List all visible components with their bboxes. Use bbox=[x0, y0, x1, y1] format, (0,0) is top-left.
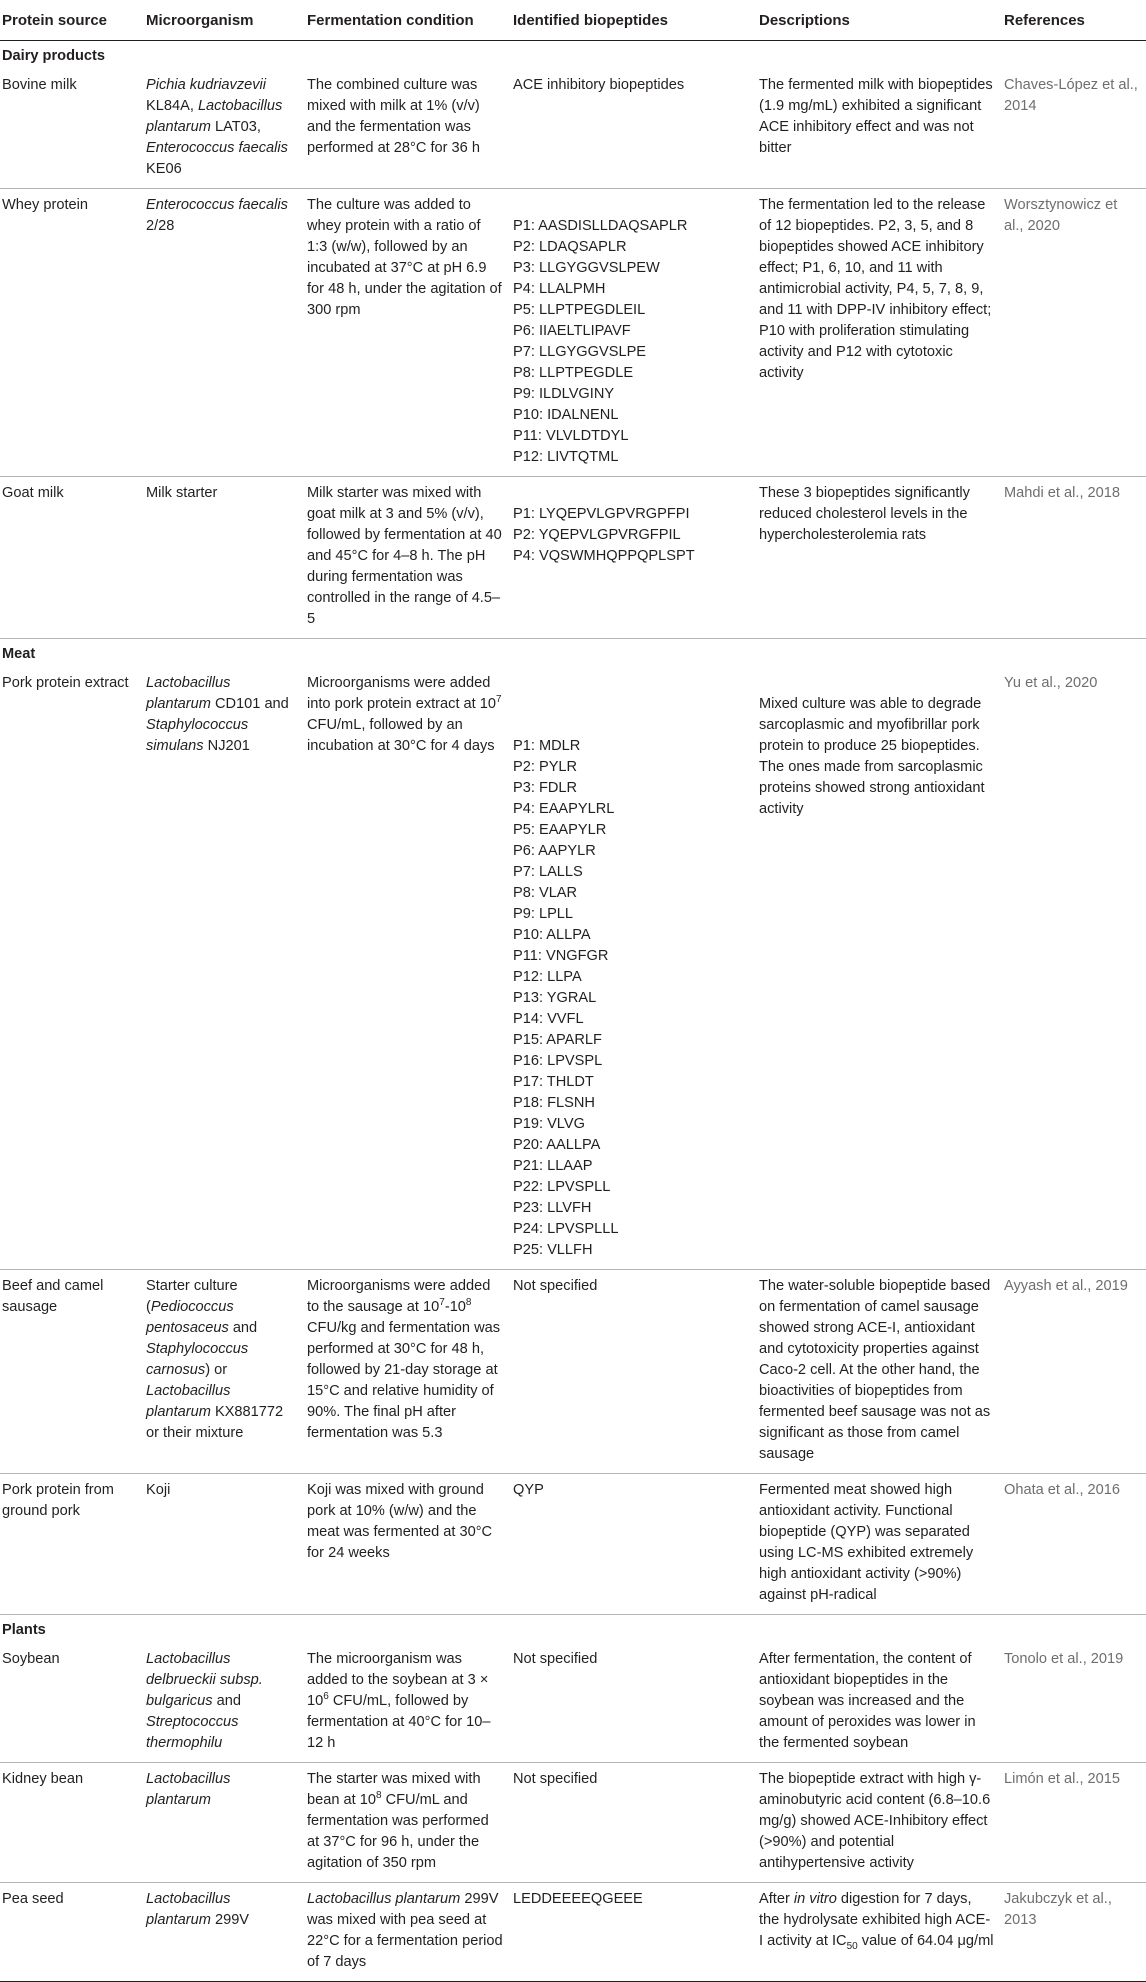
cell-source: Whey protein bbox=[0, 189, 144, 477]
cell-source: Kidney bean bbox=[0, 1763, 144, 1883]
species-name: Enterococcus faecalis bbox=[146, 197, 288, 213]
description-text: After bbox=[759, 1891, 794, 1907]
table-row-beef-camel-sausage bbox=[0, 1270, 1146, 1474]
condition-text: The starter was mixed with bean at 10 bbox=[307, 1771, 481, 1808]
table-header-row bbox=[0, 0, 1146, 41]
cell-condition bbox=[305, 1883, 511, 1982]
exponent: 8 bbox=[375, 1790, 382, 1802]
peptide-item: P11: VLVLDTDYL bbox=[513, 428, 629, 444]
cell-peptides: LEDDEEEEQGEEE bbox=[511, 1883, 757, 1982]
header-fermentation-condition: Fermentation condition bbox=[305, 0, 511, 41]
table-row-bovine-milk bbox=[0, 69, 1146, 189]
peptide-item: P22: LPVSPLL bbox=[513, 1179, 611, 1195]
category-label: Plants bbox=[2, 1622, 46, 1638]
peptide-item: P15: APARLF bbox=[513, 1032, 602, 1048]
cell-reference: Worsztynowicz et al., 2020 bbox=[1002, 189, 1146, 477]
cell-description: The fermented milk with biopeptides (1.9 mg/mL) exhibited a significant ACE inhibitory effect and was not bitter bbox=[757, 69, 1002, 189]
peptide-item: P5: EAAPYLR bbox=[513, 822, 607, 838]
species-name: Pichia kudriavzevii bbox=[146, 77, 267, 93]
exponent: 6 bbox=[323, 1691, 329, 1703]
cell-peptides: Not specified bbox=[511, 1643, 757, 1763]
cell-microorganism bbox=[144, 189, 305, 477]
table-row-goat-milk bbox=[0, 477, 1146, 639]
cell-description: The fermentation led to the release of 12 biopeptides. P2, 3, 5, and 8 biopeptides showed ACE inhibitory effect; P1, 6, 10, and 11 with antimicrobial activity, P4, 5, 7, 8, 9, and 11 with DPP-IV inhibitory effect; P10 with proliferation stimulating activity and P12 with cytotoxic activity bbox=[757, 189, 1002, 477]
strain-text: and bbox=[228, 1320, 258, 1336]
peptide-item: P2: YQEPVLGPVRGFPIL bbox=[513, 527, 681, 543]
header-identified-biopeptides: Identified biopeptides bbox=[511, 0, 757, 41]
peptide-item: P10: ALLPA bbox=[513, 927, 591, 943]
species-name: Lactobacillus plantarum bbox=[146, 1891, 231, 1928]
description-text: value of 64.04 μg/ml bbox=[857, 1933, 994, 1949]
cell-peptides: QYP bbox=[511, 1474, 757, 1615]
peptide-item: P18: FLSNH bbox=[513, 1095, 595, 1111]
peptide-list bbox=[513, 216, 749, 468]
cell-source: Soybean bbox=[0, 1643, 144, 1763]
table-row-whey-protein bbox=[0, 189, 1146, 477]
peptide-item: P12: LLPA bbox=[513, 969, 582, 985]
cell-peptides: Not specified bbox=[511, 1270, 757, 1474]
condition-text: CFU/mL and fermentation was performed at 37°C for 96 h, under the agitation of 350 rpm bbox=[307, 1792, 489, 1871]
species-name: Enterococcus faecalis bbox=[146, 140, 288, 156]
cell-condition: Koji was mixed with ground pork at 10% (w/w) and the meat was fermented at 30°C for 24 weeks bbox=[305, 1474, 511, 1615]
cell-reference: Mahdi et al., 2018 bbox=[1002, 477, 1146, 639]
species-name: Staphylococcus simulans bbox=[146, 717, 249, 754]
header-protein-source: Protein source bbox=[0, 0, 144, 41]
peptide-item: P24: LPVSPLLL bbox=[513, 1221, 619, 1237]
exponent: 8 bbox=[465, 1297, 472, 1309]
peptide-item: P7: LLGYGGVSLPE bbox=[513, 344, 647, 360]
cell-peptides bbox=[511, 189, 757, 477]
cell-reference: Jakubczyk et al., 2013 bbox=[1002, 1883, 1146, 1982]
peptide-item: P23: LLVFH bbox=[513, 1200, 592, 1216]
cell-source: Pork protein extract bbox=[0, 667, 144, 1270]
cell-microorganism: Lactobacillus plantarum bbox=[144, 1763, 305, 1883]
cell-microorganism bbox=[144, 1270, 305, 1474]
peptide-item: P17: THLDT bbox=[513, 1074, 594, 1090]
exponent: 7 bbox=[496, 694, 502, 706]
peptide-item: P3: FDLR bbox=[513, 780, 578, 796]
header-references: References bbox=[1002, 0, 1146, 41]
peptide-item: P4: LLALPMH bbox=[513, 281, 606, 297]
cell-reference: Limón et al., 2015 bbox=[1002, 1763, 1146, 1883]
peptide-item: P9: LPLL bbox=[513, 906, 574, 922]
category-row-dairy bbox=[0, 41, 1146, 70]
cell-condition: Milk starter was mixed with goat milk at 3 and 5% (v/v), followed by fermentation at 40 and 45°C for 4–8 h. The pH during fermentation was controlled in the range of 4.5–5 bbox=[305, 477, 511, 639]
species-name: Lactobacillus delbrueckii subsp. bulgaricus bbox=[146, 1651, 263, 1709]
header-descriptions: Descriptions bbox=[757, 0, 1002, 41]
peptide-item: P2: LDAQSAPLR bbox=[513, 239, 627, 255]
peptide-list bbox=[513, 504, 749, 567]
description-italic: in vitro bbox=[793, 1891, 837, 1907]
cell-condition: The combined culture was mixed with milk at 1% (v/v) and the fermentation was performed at 28°C for 36 h bbox=[305, 69, 511, 189]
cell-source: Pea seed bbox=[0, 1883, 144, 1982]
peptide-item: P3: LLGYGGVSLPEW bbox=[513, 260, 660, 276]
peptide-item: P6: IIAELTLIPAVF bbox=[513, 323, 631, 339]
cell-microorganism bbox=[144, 69, 305, 189]
cell-condition bbox=[305, 1270, 511, 1474]
cell-description: After fermentation, the content of antioxidant biopeptides in the soybean was increased and the amount of peroxides was lower in the fermented soybean bbox=[757, 1643, 1002, 1763]
peptide-item: P10: IDALNENL bbox=[513, 407, 619, 423]
peptide-item: P25: VLLFH bbox=[513, 1242, 593, 1258]
table-row-pork-protein-extract bbox=[0, 667, 1146, 1270]
cell-description bbox=[757, 1883, 1002, 1982]
cell-reference: Yu et al., 2020 bbox=[1002, 667, 1146, 1270]
cell-peptides bbox=[511, 667, 757, 1270]
peptide-item: P9: ILDLVGINY bbox=[513, 386, 615, 402]
cell-source: Bovine milk bbox=[0, 69, 144, 189]
cell-source: Beef and camel sausage bbox=[0, 1270, 144, 1474]
species-name: Lactobacillus plantarum bbox=[146, 675, 231, 712]
peptide-item: P16: LPVSPL bbox=[513, 1053, 603, 1069]
peptide-item: P14: VVFL bbox=[513, 1011, 584, 1027]
cell-reference: Tonolo et al., 2019 bbox=[1002, 1643, 1146, 1763]
peptide-item: P4: VQSWMHQPPQPLSPT bbox=[513, 548, 695, 564]
strain-text: 2/28 bbox=[146, 218, 175, 234]
strain-text: KL84A, bbox=[146, 98, 198, 114]
category-row-meat bbox=[0, 639, 1146, 668]
peptide-item: P7: LALLS bbox=[513, 864, 583, 880]
strain-text: ) or bbox=[205, 1362, 228, 1378]
category-row-plants bbox=[0, 1615, 1146, 1644]
strain-text: NJ201 bbox=[203, 738, 250, 754]
peptide-item: P12: LIVTQTML bbox=[513, 449, 619, 465]
description-text: digestion for 7 days, the hydrolysate exhibited high ACE-I activity at IC bbox=[759, 1891, 991, 1949]
header-microorganism: Microorganism bbox=[144, 0, 305, 41]
cell-source: Goat milk bbox=[0, 477, 144, 639]
condition-text: CFU/mL, followed by fermentation at 40°C for 10–12 h bbox=[307, 1693, 491, 1751]
peptide-list bbox=[513, 736, 749, 1261]
strain-text: Starter culture ( bbox=[146, 1278, 238, 1315]
species-name: Lactobacillus plantarum bbox=[307, 1891, 461, 1907]
condition-text: The microorganism was added to the soybean at 3 × 10 bbox=[307, 1651, 489, 1709]
peptide-item: P1: LYQEPVLGPVRGPFPI bbox=[513, 506, 690, 522]
condition-text: -10 bbox=[444, 1299, 466, 1315]
cell-peptides: ACE inhibitory biopeptides bbox=[511, 69, 757, 189]
condition-text: 299V was mixed with pea seed at 22°C for a fermentation period of 7 days bbox=[307, 1891, 503, 1970]
cell-reference: Ayyash et al., 2019 bbox=[1002, 1270, 1146, 1474]
subscript: 50 bbox=[846, 1940, 858, 1952]
strain-text: KX881772 or their mixture bbox=[146, 1404, 284, 1441]
species-name: Pediococcus pentosaceus bbox=[146, 1299, 234, 1336]
peptide-item: P13: YGRAL bbox=[513, 990, 597, 1006]
cell-reference: Chaves-López et al., 2014 bbox=[1002, 69, 1146, 189]
species-name: Lactobacillus plantarum bbox=[146, 98, 283, 135]
description-text: Mixed culture was able to degrade sarcoplasmic and myofibrillar pork protein to produce 25 biopeptides. The ones made from sarcoplasmic proteins showed strong antioxidant activity bbox=[759, 696, 985, 817]
peptide-item: P8: LLPTPEGDLE bbox=[513, 365, 634, 381]
condition-text: CFU/mL, followed by an incubation at 30°C for 4 days bbox=[307, 717, 495, 754]
peptide-item: P20: AALLPA bbox=[513, 1137, 601, 1153]
peptide-item: P19: VLVG bbox=[513, 1116, 585, 1132]
peptide-item: P4: EAAPYLRL bbox=[513, 801, 615, 817]
cell-microorganism: Koji bbox=[144, 1474, 305, 1615]
peptide-item: P6: AAPYLR bbox=[513, 843, 596, 859]
cell-description bbox=[757, 667, 1002, 1270]
peptide-item: P8: VLAR bbox=[513, 885, 578, 901]
cell-condition bbox=[305, 1763, 511, 1883]
strain-text: KE06 bbox=[146, 161, 182, 177]
exponent: 7 bbox=[439, 1297, 445, 1309]
cell-peptides: Not specified bbox=[511, 1763, 757, 1883]
condition-text: CFU/kg and fermentation was performed at 30°C for 48 h, followed by 21-day storage at 15°C and relative humidity of 90%. The final pH after fermentation was 5.3 bbox=[307, 1320, 501, 1441]
cell-microorganism: Milk starter bbox=[144, 477, 305, 639]
category-label: Dairy products bbox=[2, 48, 105, 64]
cell-condition bbox=[305, 1643, 511, 1763]
table-row-ground-pork bbox=[0, 1474, 1146, 1615]
cell-description: Fermented meat showed high antioxidant activity. Functional biopeptide (QYP) was separated using LC-MS exhibited extremely high antioxidant activity (>90%) against pH-radical bbox=[757, 1474, 1002, 1615]
peptide-item: P5: LLPTPEGDLEIL bbox=[513, 302, 646, 318]
cell-microorganism bbox=[144, 667, 305, 1270]
peptide-item: P21: LLAAP bbox=[513, 1158, 593, 1174]
table-row-soybean bbox=[0, 1643, 1146, 1763]
species-name: Lactobacillus plantarum bbox=[146, 1383, 231, 1420]
cell-microorganism bbox=[144, 1643, 305, 1763]
strain-text: CD101 and bbox=[210, 696, 289, 712]
species-name: Staphylococcus carnosus bbox=[146, 1341, 249, 1378]
species-name: Streptococcus thermophilu bbox=[146, 1714, 239, 1751]
strain-text: LAT03, bbox=[210, 119, 261, 135]
cell-microorganism bbox=[144, 1883, 305, 1982]
condition-text: Microorganisms were added into pork protein extract at 10 bbox=[307, 675, 497, 712]
strain-text: and bbox=[212, 1693, 241, 1709]
cell-condition: The culture was added to whey protein with a ratio of 1:3 (w/w), followed by an incubated at 37°C at pH 6.9 for 48 h, under the agitation of 300 rpm bbox=[305, 189, 511, 477]
cell-description: These 3 biopeptides significantly reduced cholesterol levels in the hypercholesterolemia rats bbox=[757, 477, 1002, 639]
peptide-item: P11: VNGFGR bbox=[513, 948, 609, 964]
cell-source: Pork protein from ground pork bbox=[0, 1474, 144, 1615]
table-row-kidney-bean bbox=[0, 1763, 1146, 1883]
cell-peptides bbox=[511, 477, 757, 639]
peptide-item: P1: AASDISLLDAQSAPLR bbox=[513, 218, 688, 234]
strain-text: 299V bbox=[210, 1912, 250, 1928]
table-row-pea-seed bbox=[0, 1883, 1146, 1982]
category-label: Meat bbox=[2, 646, 36, 662]
peptide-item: P2: PYLR bbox=[513, 759, 578, 775]
cell-condition bbox=[305, 667, 511, 1270]
cell-reference: Ohata et al., 2016 bbox=[1002, 1474, 1146, 1615]
condition-text: Microorganisms were added to the sausage at 10 bbox=[307, 1278, 491, 1315]
peptide-item: P1: MDLR bbox=[513, 738, 581, 754]
cell-description: The biopeptide extract with high γ-aminobutyric acid content (6.8–10.6 mg/g) showed ACE-Inhibitory effect (>90%) and potential antihypertensive activity bbox=[757, 1763, 1002, 1883]
cell-description: The water-soluble biopeptide based on fermentation of camel sausage showed strong ACE-I, antioxidant and cytotoxicity properties against Caco-2 cell. At the other hand, the bioactivities of biopeptides from fermented beef sausage was not as significant as those from camel sausage bbox=[757, 1270, 1002, 1474]
